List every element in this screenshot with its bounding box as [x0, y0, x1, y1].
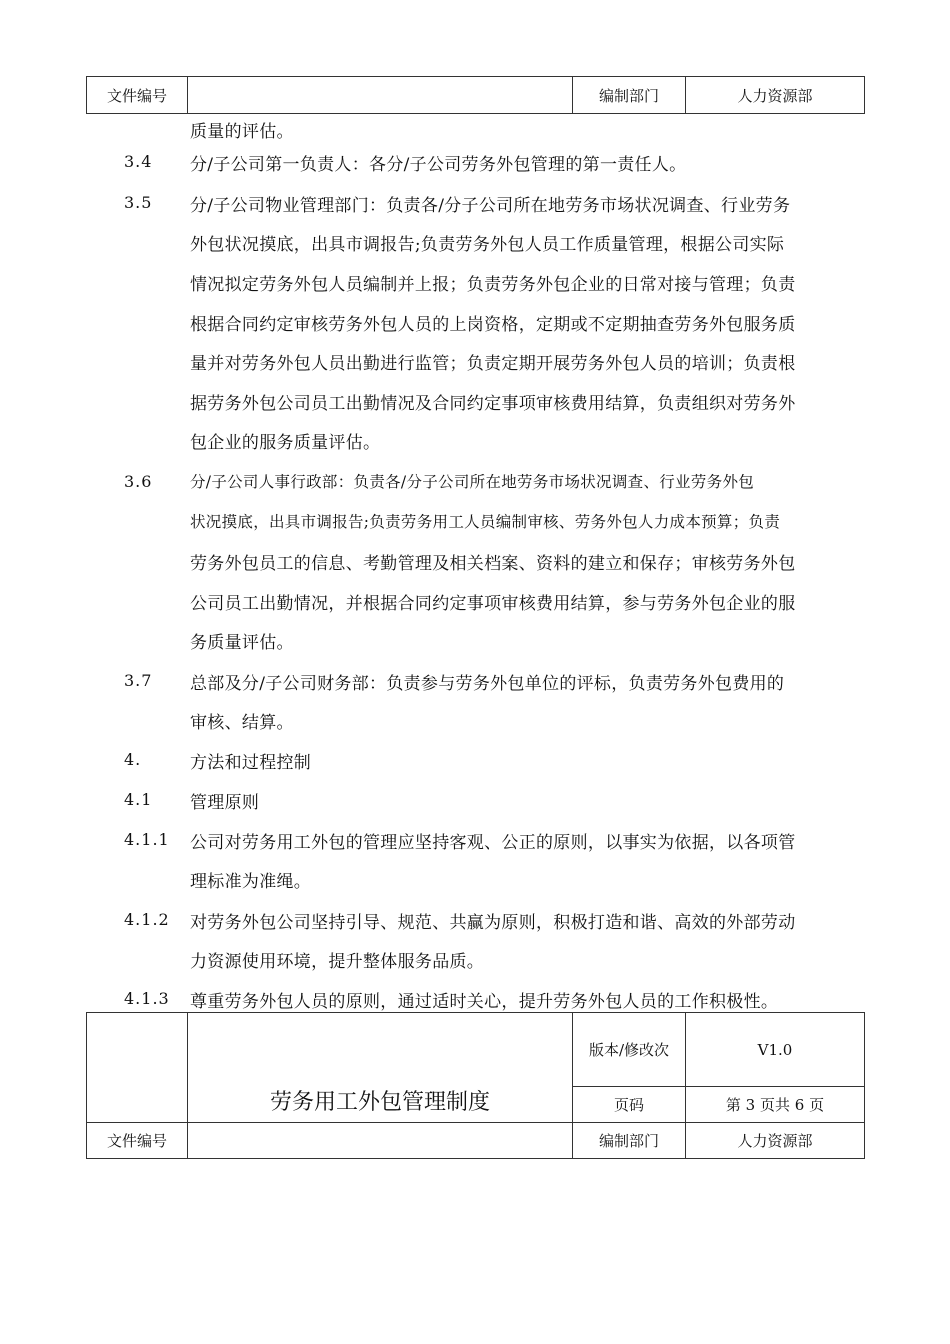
section-text: 分/子公司人事行政部：负责各/分子公司所在地劳务市场状况调查、行业劳务外包 [190, 473, 755, 491]
section-number: 3.4 [124, 152, 153, 171]
footer-row [87, 1013, 865, 1087]
section-text: 分/子公司物业管理部门：负责各/分子公司所在地劳务市场状况调查、行业劳务 [190, 196, 791, 216]
section-text: 包企业的服务质量评估。 [190, 433, 381, 453]
section-heading: 方法和过程控制 [190, 753, 312, 773]
section-text: 外包状况摸底，出具市调报告;负责劳务外包人员工作质量管理，根据公司实际 [190, 235, 785, 255]
section-text: 劳务外包员工的信息、考勤管理及相关档案、资料的建立和保存；审核劳务外包 [190, 554, 796, 574]
dept-value: 人力资源部 [686, 1123, 865, 1159]
footer-table [86, 1012, 865, 1159]
logo-cell [87, 1013, 188, 1123]
section-text: 根据合同约定审核劳务外包人员的上岗资格，定期或不定期抽查劳务外包服务质 [190, 315, 796, 335]
section-number: 4.1.2 [124, 910, 170, 929]
section-number: 4.1.1 [124, 830, 170, 849]
section-text: 审核、结算。 [190, 713, 294, 733]
file-no-label: 文件编号 [87, 1123, 188, 1159]
file-no-label: 文件编号 [87, 77, 188, 114]
section-text: 务质量评估。 [190, 633, 294, 653]
intro-line: 质量的评估。 [190, 122, 294, 142]
section-text: 据劳务外包公司员工出勤情况及合同约定事项审核费用结算，负责组织对劳务外 [190, 394, 796, 414]
page-label: 页码 [573, 1087, 686, 1123]
section-text: 对劳务外包公司坚持引导、规范、共赢为原则，积极打造和谐、高效的外部劳动 [190, 913, 796, 933]
section-text: 总部及分/子公司财务部：负责参与劳务外包单位的评标，负责劳务外包费用的 [190, 674, 785, 694]
section-number: 4.1.3 [124, 989, 170, 1008]
dept-label: 编制部门 [573, 77, 686, 114]
section-text: 力资源使用环境，提升整体服务品质。 [190, 952, 485, 972]
section-text: 公司员工出勤情况，并根据合同约定事项审核费用结算，参与劳务外包企业的服 [190, 594, 796, 614]
section-number: 3.6 [124, 472, 153, 491]
dept-label: 编制部门 [573, 1123, 686, 1159]
section-number: 3.5 [124, 193, 153, 212]
version-label: 版本/修改次 [573, 1013, 686, 1087]
footer-row [87, 1123, 865, 1159]
section-text: 尊重劳务外包人员的原则，通过适时关心，提升劳务外包人员的工作积极性。 [190, 992, 779, 1012]
section-text: 理标准为准绳。 [190, 872, 312, 892]
section-text: 情况拟定劳务外包人员编制并上报；负责劳务外包企业的日常对接与管理；负责 [190, 275, 796, 295]
dept-value: 人力资源部 [686, 77, 865, 114]
section-number: 3.7 [124, 671, 153, 690]
section-number: 4. [124, 750, 142, 769]
version-value: V1.0 [686, 1013, 865, 1087]
section-number: 4.1 [124, 790, 153, 809]
section-text: 量并对劳务外包人员出勤进行监管；负责定期开展劳务外包人员的培训；负责根 [190, 354, 796, 374]
section-text: 状况摸底，出具市调报告;负责劳务用工人员编制审核、劳务外包人力成本预算；负责 [190, 513, 781, 531]
section-text: 公司对劳务用工外包的管理应坚持客观、公正的原则，以事实为依据，以各项管 [190, 833, 796, 853]
section-text: 分/子公司第一负责人：各分/子公司劳务外包管理的第一责任人。 [190, 155, 687, 175]
file-no-value [188, 1123, 573, 1159]
document-title: 劳务用工外包管理制度 [188, 1013, 573, 1123]
section-heading: 管理原则 [190, 793, 260, 813]
page-value: 第 3 页共 6 页 [686, 1087, 865, 1123]
